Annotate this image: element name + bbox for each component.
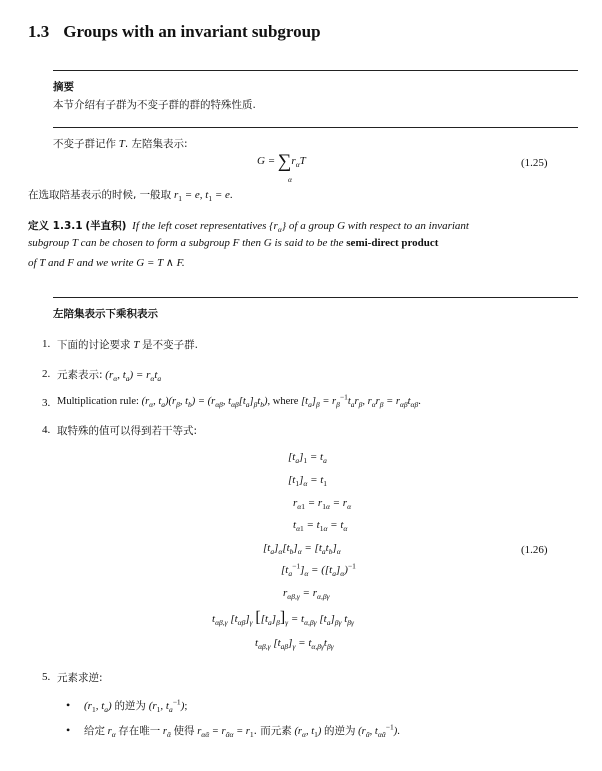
eq126-line-1: $[t_a]_1 = t_a$ — [288, 451, 327, 466]
abstract-text: 本节介绍有子群为不变子群的群的特殊性质. — [53, 99, 256, 111]
section-number: 1.3 — [28, 22, 50, 41]
eq126-line-9: $t_{\alpha\beta,\gamma}$ $[t_{a\beta}]_\gamma = t_{\alpha,\beta\gamma}t_{\beta\gamma}$ — [255, 637, 334, 652]
section-title — [28, 22, 321, 42]
eq126-line-2: $[t_1]_\alpha = t_1$ — [288, 474, 328, 489]
item-3-number: 3. — [42, 397, 51, 409]
section-title-text: Groups with an invariant subgroup — [63, 22, 321, 41]
item-3-text: Multiplication rule: — [57, 396, 139, 407]
intro-text: 不变子群记作 — [53, 138, 116, 150]
eq126-line-7: $r_{\alpha\beta,\gamma} = r_{\alpha,\beta\gamma}$ — [283, 587, 330, 602]
eq125-lhs: G = — [257, 155, 278, 167]
definition-name: (半直积) — [85, 220, 127, 232]
box-heading: 左陪集表示下乘积表示 — [53, 308, 158, 320]
bullet-2: 给定 $r_\alpha$ 存在唯一 $r_ᾱ$ 使得 $r_{\alpha ᾱ} = r_{ᾱ\alpha} = r_1$. 而元素 ($r_\alpha$, $t_1$) 的逆为 ($r_ᾱ$, $t_{\alpha ᾱ}^{-1}$). — [84, 722, 400, 740]
item-1-text: 下面的讨论要求 — [57, 339, 131, 351]
item-1-after: 是不变子群. — [142, 339, 198, 351]
item-4-number: 4. — [42, 424, 51, 436]
definition-line3: of T and F and we write G = T ∧ F. — [28, 257, 185, 269]
sum-symbol: ∑ — [277, 151, 292, 172]
bullet-2-c: 使得 — [173, 725, 195, 737]
item-4 — [57, 423, 197, 438]
box-top-rule — [53, 297, 578, 298]
eq126-label: (1.26) — [521, 544, 548, 556]
after-eq-text: 在选取陪基表示的时候, 一般取 — [28, 189, 172, 201]
item-2: 元素表示: ($r_\alpha$, $t_a) = r_\alpha t_a$ — [57, 369, 162, 384]
item-5 — [57, 670, 103, 685]
bullet-1-dot: • — [66, 698, 71, 712]
bullet-2-dot: • — [66, 723, 71, 737]
eq125-sum-index: α — [288, 175, 292, 184]
intro-T: T — [118, 138, 125, 150]
intro-after: . 左陪集表示: — [124, 138, 188, 150]
item-2-text: 元素表示: — [57, 369, 103, 381]
definition-line1: If the left coset representatives {r — [132, 220, 278, 232]
item-2-number: 2. — [42, 368, 51, 380]
eq126-line-6: $[t_a^{-1}]_\alpha = ([t_a]_\alpha)^{-1}$ — [281, 561, 356, 579]
bullet-2-a: 给定 — [84, 725, 105, 737]
definition-term: semi-direct product — [346, 237, 439, 249]
bullet-1-a: 的逆为 — [114, 700, 146, 712]
bullet-2-b: 存在唯一 — [118, 725, 161, 737]
eq126-line-4: $t_{\alpha 1} = t_{1\alpha} = t_\alpha$ — [293, 519, 348, 534]
bullet-1: ($r_1$, $t_a$) 的逆为 ($r_1$, $t_a^{-1}$); — [84, 697, 188, 715]
definition-line-1: 定义 1.3.1 (半直积) If the left coset representatives $\{r_\alpha\}$ of a group G with respect to an invariant — [28, 220, 469, 235]
bullet-2-d: . 而元素 — [253, 725, 292, 737]
bullet-2-e: 的逆为 — [324, 725, 356, 737]
item-3-where: , where — [267, 396, 299, 407]
intro-line — [53, 136, 188, 151]
item-5-text: 元素求逆: — [57, 672, 103, 684]
abstract-top-rule — [53, 70, 578, 71]
eq126-line-3: $r_{\alpha 1} = r_{1\alpha} = r_\alpha$ — [293, 497, 352, 512]
equation-1-25: $G = \sum r_\alpha T$ — [257, 151, 306, 172]
eq126-line-8: $t_{\alpha\beta,\gamma}$ $[t_{\alpha\beta}]_\gamma$ $[[t_a]_\beta]_\gamma = t_{\alpha,\beta\gamma}$ $[t_a]_{\beta\gamma}$ $t_{\beta\gamma}$ — [212, 609, 354, 628]
eq126-line-5: $[t_a]_\alpha[t_b]_\alpha = [t_at_b]_\alpha$ — [263, 542, 341, 557]
definition-line1b: } of a group G with respect to an invariant — [281, 220, 469, 232]
item-4-text: 取特殊的值可以得到若干等式: — [57, 425, 198, 437]
abstract-heading: 摘要 — [53, 81, 74, 93]
item-1-number: 1. — [42, 338, 51, 350]
item-3: Multiplication rule: ($r_\alpha$, $t_a)(r_\beta$, $t_b) = (r_{\alpha\beta}$, $t_{\alpha\beta}[t_a]_\beta t_b$), where $[t_a]_\beta = r_\beta^{-1}t_ar_\beta$, $r_\alpha r_\beta = r_{\alpha\beta}t_{\alpha\beta}$. — [57, 392, 421, 410]
item-5-number: 5. — [42, 671, 51, 683]
abstract-bottom-rule — [53, 127, 578, 128]
item-1: 下面的讨论要求 T 是不变子群. — [57, 339, 198, 351]
after-eq-line: 在选取陪基表示的时候, 一般取 $r_1 = e$, $t_1 = e$. — [28, 189, 233, 204]
definition-line-2 — [28, 237, 438, 249]
definition-label: 定义 1.3.1 — [28, 220, 83, 232]
eq125-label: (1.25) — [521, 157, 548, 169]
definition-line2: subgroup T can be chosen to form a subgroup F then G is said to be the — [28, 237, 344, 249]
